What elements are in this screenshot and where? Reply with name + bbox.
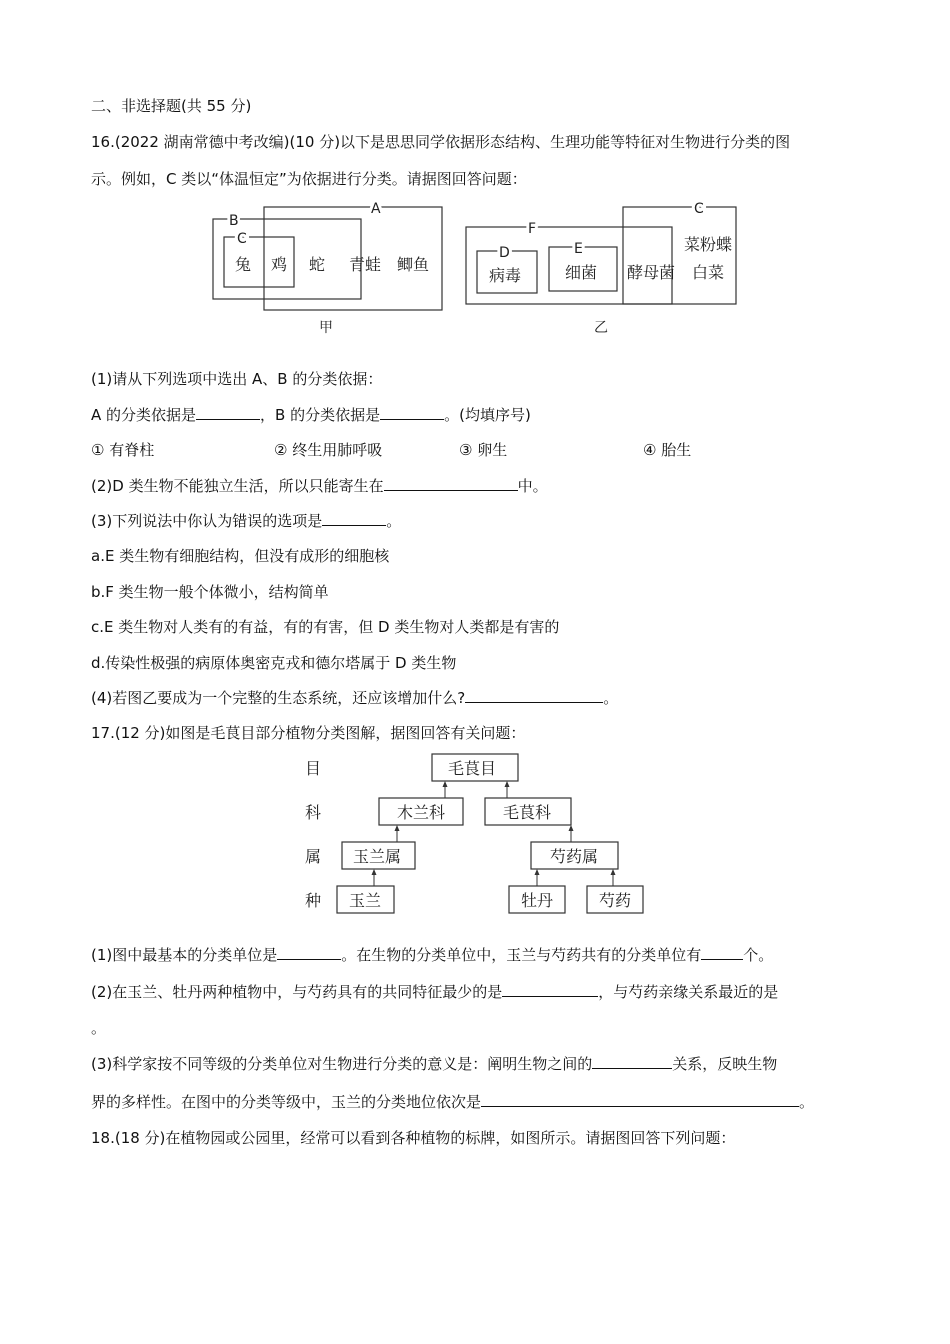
answer-blank-ecosystem[interactable] <box>465 688 603 703</box>
q17-p3-b: 关系，反映生物 <box>672 1055 778 1073</box>
q16-stem-line1: 16.(2022 湖南常德中考改编)(10 分)以下是思思同学依据形态结构、生理功能等特征对生物进行分类的图 <box>91 133 791 151</box>
figure-jia <box>205 198 455 338</box>
q17-p1-end: 个。 <box>743 946 774 964</box>
q16-p1-a: A 的分类依据是 <box>91 406 197 424</box>
q16-p4-end: 。 <box>603 689 619 707</box>
node-family1: 木兰科 <box>397 803 446 822</box>
set-c2-box <box>623 207 736 304</box>
answer-blank-host[interactable] <box>384 476 518 491</box>
label-c2: C <box>694 201 704 217</box>
q17-stem: 17.(12 分)如图是毛茛目部分植物分类图解，据图回答有关问题： <box>91 724 526 742</box>
node-genus1: 玉兰属 <box>353 847 402 866</box>
q16-stem-line2: 示。例如，C 类以“体温恒定”为依据进行分类。请据图回答问题： <box>91 170 527 188</box>
arrowhead-s3-g2 <box>611 869 616 875</box>
q17-p3-a: (3)科学家按不同等级的分类单位对生物进行分类的意义是：阐明生物之间的 <box>91 1055 593 1073</box>
q17-p1-b: 。在生物的分类单位中，玉兰与芍药共有的分类单位有 <box>341 946 702 964</box>
answer-blank-basic-unit[interactable] <box>277 945 341 960</box>
q16-p2-line <box>91 476 548 496</box>
q18-stem: 18.(18 分)在植物园或公园里，经常可以看到各种植物的标牌，如图所示。请据图回答下列问题： <box>91 1129 736 1147</box>
answer-blank-taxonomy-chain[interactable] <box>481 1092 799 1107</box>
choice-a: a.E 类生物有细胞结构，但没有成形的细胞核 <box>91 547 390 565</box>
q17-p3-line <box>91 1054 777 1074</box>
organism-crucian: 鲫鱼 <box>397 255 430 274</box>
q16-p2-end: 中。 <box>517 477 548 495</box>
arrowhead-f1-o <box>443 781 448 787</box>
organism-bacteria: 细菌 <box>565 263 598 282</box>
option-2: ② 终生用肺呼吸 <box>274 441 383 459</box>
q16-p1-end: 。(均填序号) <box>444 406 531 424</box>
choice-c: c.E 类生物对人类有的有益，有的有害，但 D 类生物对人类都是有害的 <box>91 618 560 636</box>
q16-p2-a: (2)D 类生物不能独立生活，所以只能寄生在 <box>91 477 384 495</box>
choice-b: b.F 类生物一般个体微小，结构简单 <box>91 583 329 601</box>
q17-p2-a: (2)在玉兰、牡丹两种植物中，与芍药具有的共同特征最少的是 <box>91 983 503 1001</box>
q17-p3-end: 。 <box>799 1093 815 1111</box>
answer-blank-relationship[interactable] <box>592 1054 672 1069</box>
q16-p4-a: (4)若图乙要成为一个完整的生态系统，还应该增加什么? <box>91 689 466 707</box>
q17-p1-line <box>91 945 773 965</box>
classification-diagram <box>295 748 665 918</box>
q17-p1-a: (1)图中最基本的分类单位是 <box>91 946 278 964</box>
level-order: 目 <box>305 759 322 778</box>
q16-p1-b: ，B 的分类依据是 <box>260 406 381 424</box>
arrowhead-g1-f1 <box>395 825 400 831</box>
organism-rabbit: 兔 <box>235 255 252 274</box>
label-a: A <box>371 201 381 217</box>
level-family: 科 <box>305 803 322 822</box>
q16-p3-end: 。 <box>386 512 402 530</box>
arrowhead-f2-o <box>505 781 510 787</box>
caption-jia: 甲 <box>319 320 333 336</box>
caption-yi: 乙 <box>594 320 608 336</box>
label-c: C <box>237 231 247 247</box>
arrowhead-g2-f2 <box>569 825 574 831</box>
arrowhead-s2-g2 <box>535 869 540 875</box>
q17-p2-end: 。 <box>91 1019 107 1037</box>
q17-p3-line2 <box>91 1092 814 1112</box>
q16-p3-line <box>91 511 401 531</box>
label-e: E <box>574 241 583 257</box>
organism-butterfly: 菜粉蝶 <box>684 235 733 254</box>
organism-chicken: 鸡 <box>271 255 288 274</box>
organism-cabbage: 白菜 <box>692 263 725 282</box>
node-order: 毛茛目 <box>448 759 497 778</box>
option-1: ① 有脊柱 <box>91 441 155 459</box>
choice-d: d.传染性极强的病原体奥密克戎和德尔塔属于 D 类生物 <box>91 654 457 672</box>
answer-blank-wrong-choice[interactable] <box>322 511 386 526</box>
q17-p2-b: ，与芍药亲缘关系最近的是 <box>598 983 779 1001</box>
answer-blank-b[interactable] <box>380 405 444 420</box>
organism-snake: 蛇 <box>309 255 326 274</box>
label-d: D <box>499 245 510 261</box>
q16-p1-intro: (1)请从下列选项中选出 A、B 的分类依据： <box>91 370 383 388</box>
organism-frog: 青蛙 <box>349 255 382 274</box>
answer-blank-a[interactable] <box>196 405 260 420</box>
section-title: 二、非选择题(共 55 分) <box>91 97 252 115</box>
node-species2: 牡丹 <box>521 891 554 910</box>
level-genus: 属 <box>305 847 322 866</box>
level-species: 种 <box>305 891 322 910</box>
q16-p4-line <box>91 688 618 708</box>
answer-blank-fewest-traits[interactable] <box>502 982 598 997</box>
organism-yeast: 酵母菌 <box>627 263 676 282</box>
answer-blank-shared-count[interactable] <box>701 945 743 960</box>
node-species3: 芍药 <box>599 891 632 910</box>
q16-p1-line <box>91 405 531 425</box>
option-4: ④ 胎生 <box>643 441 692 459</box>
arrowhead-s1-g1 <box>372 869 377 875</box>
q17-p3-c: 界的多样性。在图中的分类等级中，玉兰的分类地位依次是 <box>91 1093 482 1111</box>
organism-virus: 病毒 <box>489 266 522 285</box>
figure-yi <box>462 198 742 338</box>
node-species1: 玉兰 <box>349 891 382 910</box>
q16-p3-a: (3)下列说法中你认为错误的选项是 <box>91 512 323 530</box>
q17-p2-line <box>91 982 778 1002</box>
option-3: ③ 卵生 <box>459 441 508 459</box>
node-genus2: 芍药属 <box>550 847 599 866</box>
label-f: F <box>528 221 537 237</box>
node-family2: 毛茛科 <box>503 803 552 822</box>
label-b: B <box>229 213 239 229</box>
